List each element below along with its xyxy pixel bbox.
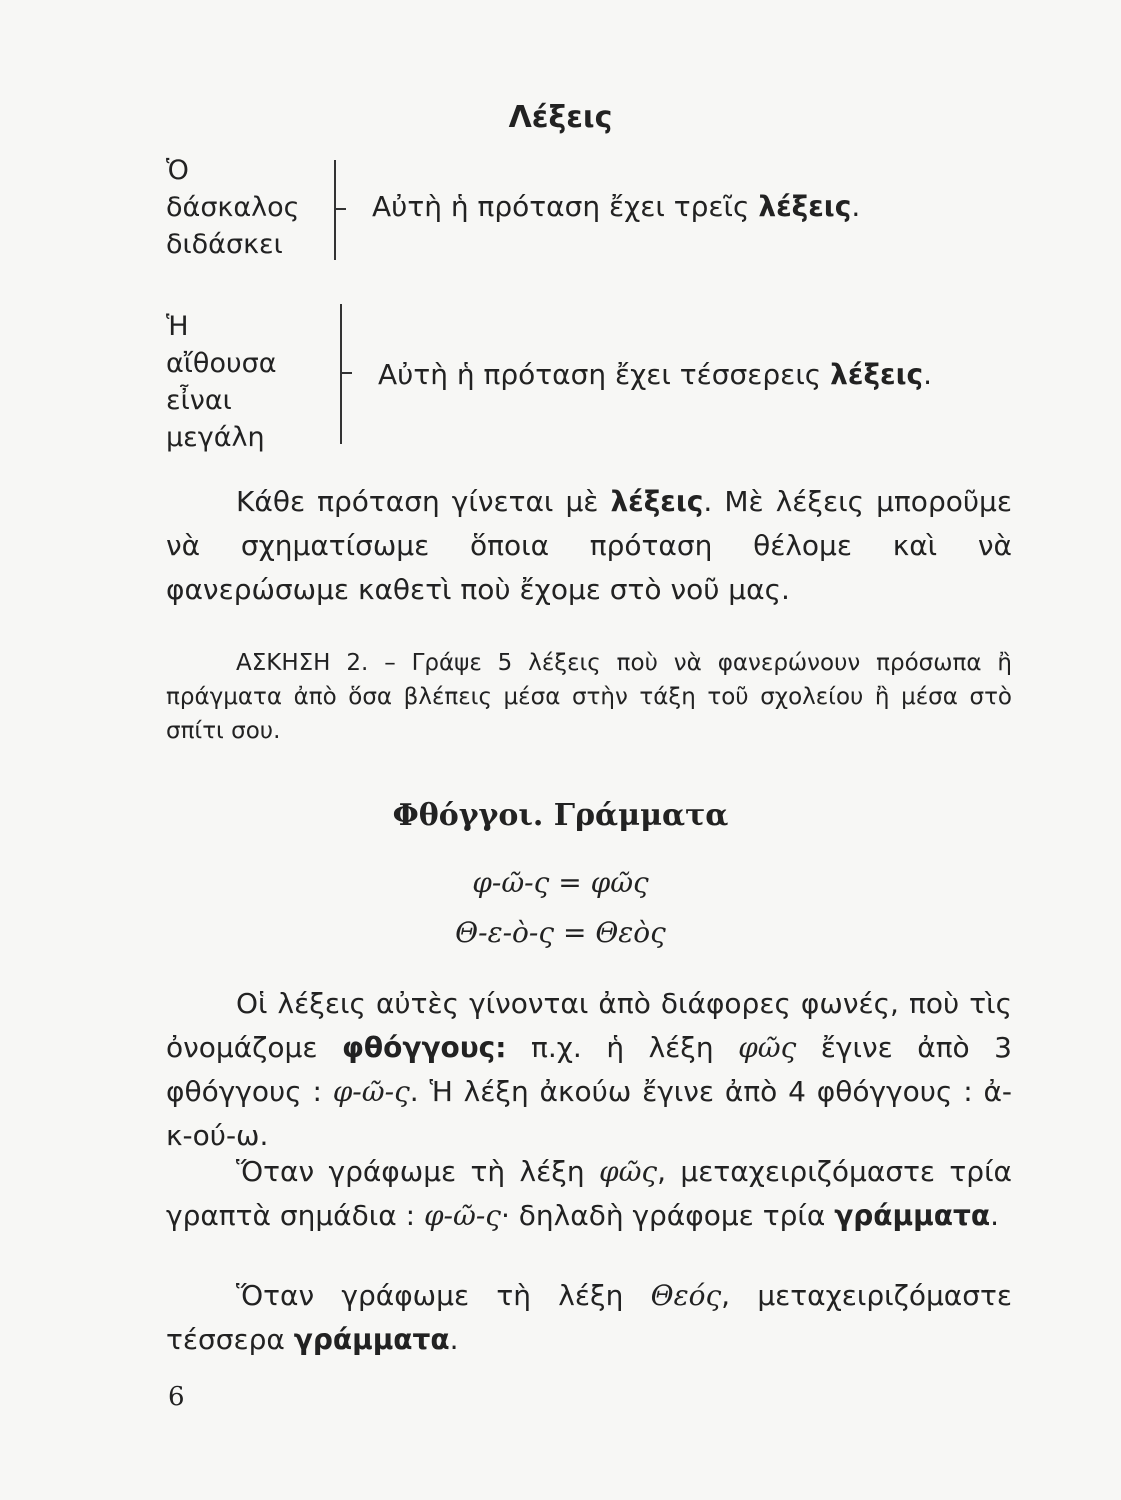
paragraph-sentences: Κάθε πρόταση γίνεται μὲ λέξεις. Μὲ λέξεις μποροῦμε νὰ σχηματίσωμε ὅποια πρόταση θέλομε καὶ νὰ φανερώσωμε καθετὶ ποὺ ἔχομε στὸ νοῦ μας. bbox=[166, 485, 1012, 606]
bold-word: γράμματα bbox=[293, 1323, 450, 1356]
brace-1 bbox=[326, 160, 336, 260]
italic-word: φ-ῶ-ς bbox=[423, 1199, 501, 1232]
exercise-2: ΑΣΚΗΣΗ 2. – Γράψε 5 λέξεις ποὺ νὰ φανερώνουν πρόσωπα ἢ πράγματα ἀπὸ ὅσα βλέπεις μέσα στὴν τάξη τοῦ σχολείου ἢ μέσα στὸ σπίτι σου. bbox=[166, 650, 1012, 744]
page-number: 6 bbox=[168, 1382, 185, 1412]
group-1-sentence: Αὐτὴ ἡ πρόταση ἔχει τρεῖς λέξεις. bbox=[372, 190, 861, 223]
bold-word: λέξεις bbox=[610, 485, 704, 518]
word: δάσκαλος bbox=[166, 192, 300, 223]
word: Ὁ bbox=[166, 155, 189, 186]
word: αἴθουσα bbox=[166, 348, 277, 379]
paragraph-sounds: Οἱ λέξεις αὐτὲς γίνονται ἀπὸ διάφορες φωνές, ποὺ τὶς ὀνομάζομε φθόγγους: π.χ. ἡ λέξη φῶς ἔγινε ἀπὸ 3 φθόγγους : φ-ῶ-ς. Ἡ λέξη ἀκούω ἔγινε ἀπὸ 4 φθόγγους : ἀ-κ-ού-ω. bbox=[166, 987, 1013, 1152]
bold-word: φθόγγους: bbox=[342, 1031, 507, 1064]
italic-word: φῶς bbox=[738, 1031, 797, 1064]
paragraph-letters-theos: Ὅταν γράφωμε τὴ λέξη Θεός, μεταχειριζόμαστε τέσσερα γράμματα. bbox=[166, 1279, 1012, 1356]
group-2-sentence: Αὐτὴ ἡ πρόταση ἔχει τέσσερεις λέξεις. bbox=[378, 358, 932, 391]
brace-tip-2 bbox=[342, 372, 352, 374]
word: εἶναι bbox=[166, 385, 232, 416]
brace-2 bbox=[332, 304, 342, 444]
word-list-1 bbox=[166, 152, 299, 263]
word: μεγάλη bbox=[166, 422, 265, 453]
word-group-1 bbox=[166, 152, 299, 263]
paragraph-letters-fos: Ὅταν γράφωμε τὴ λέξη φῶς, μεταχειριζόμαστε τρία γραπτὰ σημάδια : φ-ῶ-ς· δηλαδὴ γράφομε τρία γράμματα. bbox=[166, 1155, 1012, 1232]
equation-fos: φ-ῶ-ς = φῶς bbox=[472, 866, 649, 899]
italic-word: φῶς bbox=[598, 1155, 658, 1188]
word-group-2 bbox=[166, 308, 277, 456]
italic-word: Θεός bbox=[650, 1279, 722, 1312]
bold-word: λέξεις bbox=[830, 358, 924, 391]
bold-word: λέξεις bbox=[758, 190, 852, 223]
words-heading: Λέξεις bbox=[508, 100, 613, 135]
word-list-2 bbox=[166, 308, 277, 456]
italic-word: φ-ῶ-ς bbox=[332, 1075, 410, 1108]
equation-theos: Θ-ε-ὸ-ς = Θεὸς bbox=[455, 916, 666, 949]
word: διδάσκει bbox=[166, 229, 283, 260]
bold-word: γράμματα bbox=[834, 1199, 991, 1232]
sounds-letters-heading: Φθόγγοι. Γράμματα bbox=[392, 798, 729, 833]
brace-tip-1 bbox=[336, 208, 346, 210]
word: Ἡ bbox=[166, 311, 189, 342]
